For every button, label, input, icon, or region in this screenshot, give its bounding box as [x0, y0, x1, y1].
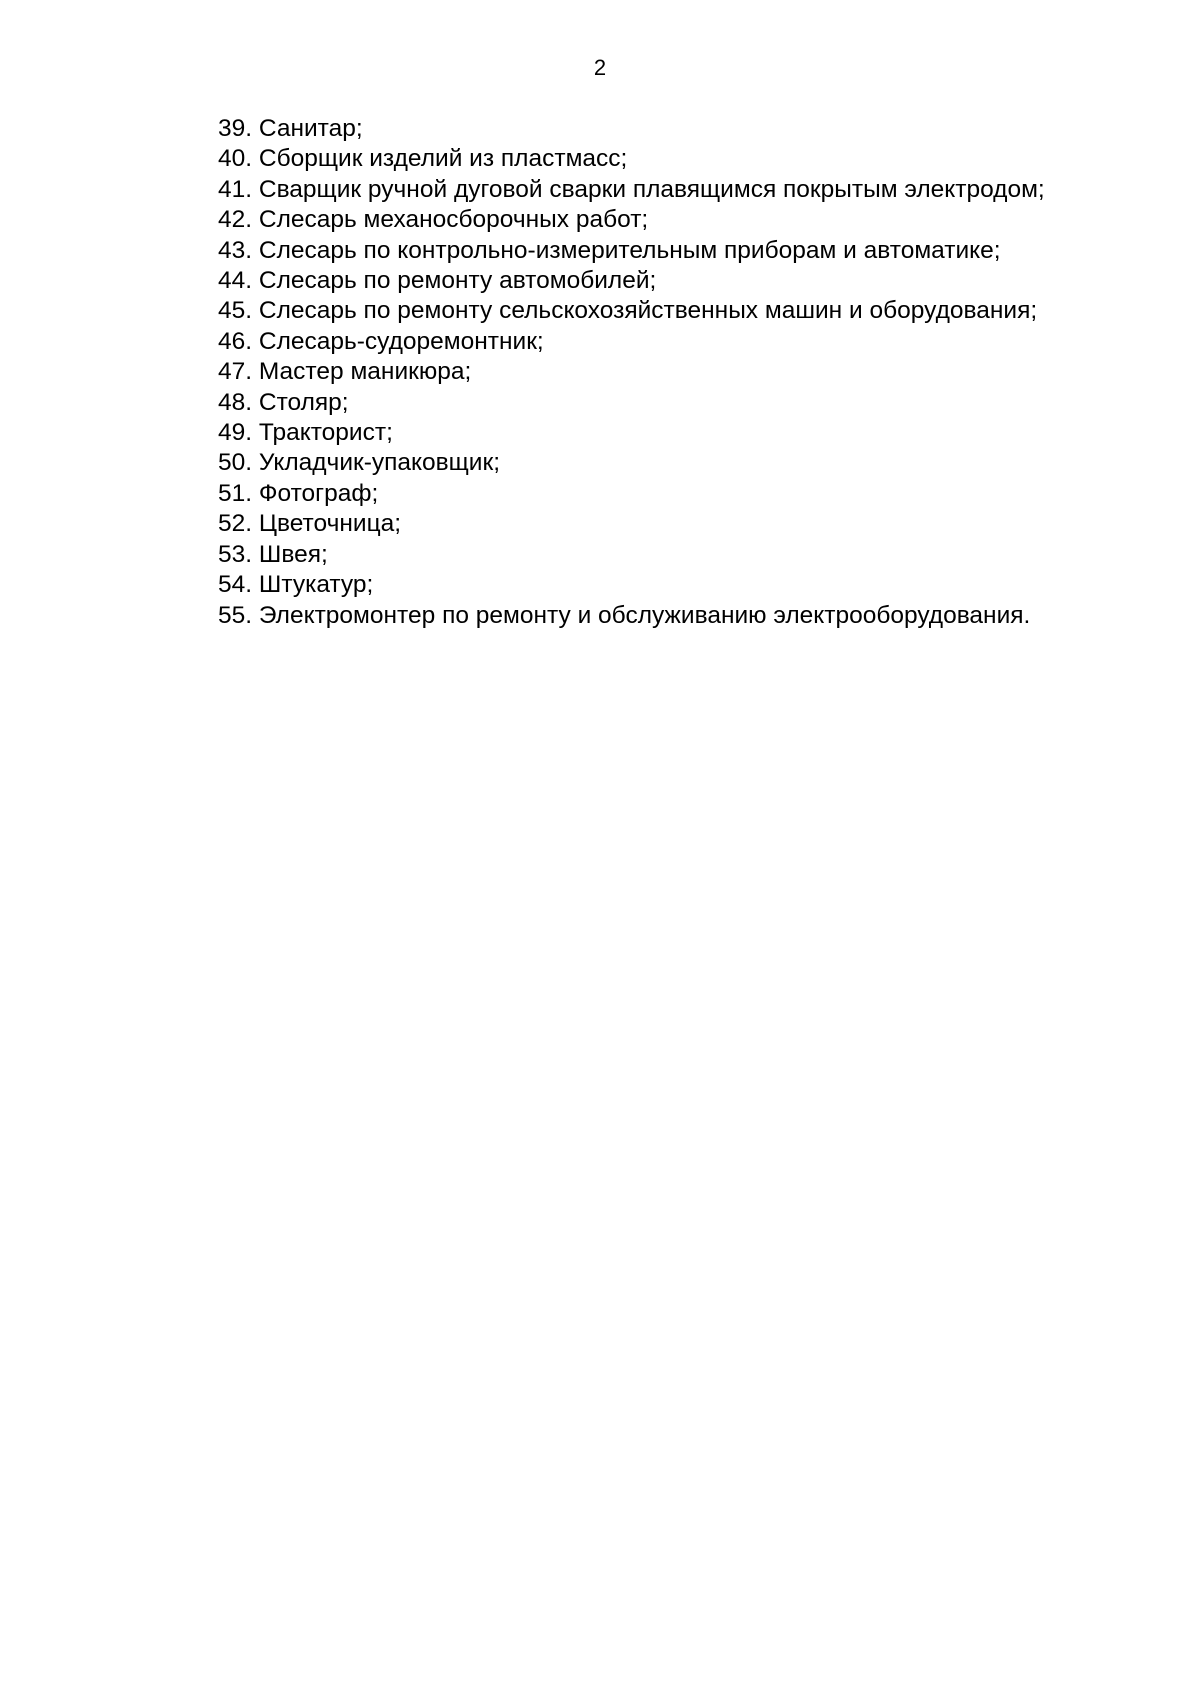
list-item	[218, 296, 1158, 326]
list-item	[218, 357, 1158, 387]
list-item	[218, 448, 1158, 478]
item-number: 47.	[218, 358, 253, 386]
list-item	[218, 540, 1158, 570]
list-item	[218, 601, 1158, 631]
list-item	[218, 266, 1158, 296]
item-number: 43.	[218, 236, 253, 264]
item-number: 50.	[218, 449, 253, 477]
item-number: 48.	[218, 388, 253, 416]
item-text: Столяр;	[258, 388, 349, 416]
item-text: Сборщик изделий из пластмасс;	[258, 145, 628, 173]
list-item	[218, 114, 1158, 144]
item-number: 54.	[218, 571, 253, 599]
list-item	[218, 144, 1158, 174]
list-item	[218, 418, 1158, 448]
list-item	[218, 570, 1158, 600]
list-item	[218, 175, 1158, 205]
list-item	[218, 205, 1158, 235]
item-number: 42.	[218, 206, 253, 234]
list-item	[218, 236, 1158, 266]
item-number: 55.	[218, 601, 253, 629]
item-text: Санитар;	[258, 115, 363, 142]
page-number: 2	[593, 55, 607, 80]
item-number: 45.	[218, 297, 253, 325]
item-number: 46.	[218, 327, 253, 355]
item-text: Штукатур;	[258, 571, 374, 599]
item-number: 44.	[218, 267, 253, 295]
item-text: Слесарь по ремонту автомобилей;	[258, 267, 657, 295]
item-text: Тракторист;	[258, 419, 393, 447]
list-item	[218, 327, 1158, 357]
list-item	[218, 479, 1158, 509]
item-text: Укладчик-упаковщик;	[258, 449, 501, 477]
item-text: Электромонтер по ремонту и обслуживанию электрооборудования.	[258, 601, 1031, 629]
item-number: 53.	[218, 540, 253, 568]
profession-list	[218, 114, 1158, 631]
item-text: Фотограф;	[258, 479, 379, 507]
item-number: 51.	[218, 479, 253, 507]
item-text: Слесарь по ремонту сельскохозяйственных машин и оборудования;	[258, 297, 1038, 325]
item-number: 49.	[218, 419, 253, 447]
list-item	[218, 388, 1158, 418]
item-text: Слесарь по контрольно-измерительным приборам и автоматике;	[258, 236, 1001, 264]
item-text: Слесарь-судоремонтник;	[258, 327, 544, 355]
item-text: Слесарь механосборочных работ;	[258, 206, 649, 234]
item-text: Сварщик ручной дуговой сварки плавящимся покрытым электродом;	[258, 175, 1045, 203]
item-number: 41.	[218, 175, 253, 203]
item-text: Мастер маникюра;	[258, 358, 472, 386]
item-number: 52.	[218, 510, 253, 538]
item-text: Цветочница;	[258, 510, 402, 538]
item-number: 39.	[218, 115, 253, 142]
list-item	[218, 509, 1158, 539]
item-text: Швея;	[258, 540, 328, 568]
item-number: 40.	[218, 145, 253, 173]
